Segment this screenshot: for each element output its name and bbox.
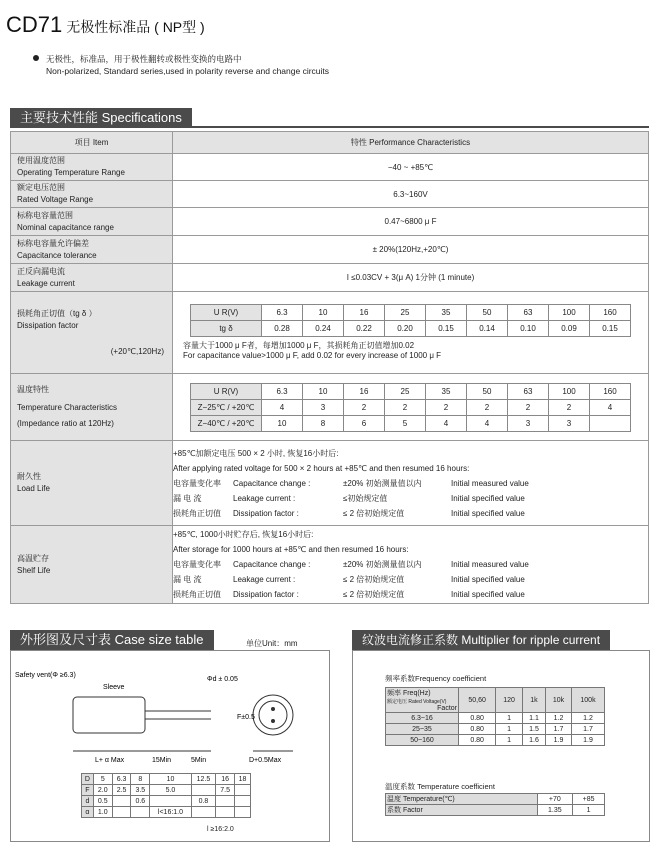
size-cell: 5 bbox=[93, 774, 112, 785]
size-row bbox=[82, 785, 251, 796]
size-cell: 0.8 bbox=[191, 796, 216, 807]
load-life-row bbox=[173, 491, 648, 506]
size-cell bbox=[235, 796, 251, 807]
size-table bbox=[81, 773, 251, 818]
row-label: 使用温度范围 Operating Temperature Range bbox=[11, 154, 173, 181]
load-life-cell: Leakage current : bbox=[233, 493, 296, 503]
freq-cell: 1.6 bbox=[522, 735, 545, 746]
tc-cell bbox=[173, 374, 649, 441]
tc-z25: 2 bbox=[467, 399, 508, 415]
df-tg: 0.28 bbox=[262, 321, 303, 337]
tc-z40 bbox=[590, 415, 631, 431]
vent-label: Safety vent(Φ ≥6.3) bbox=[15, 672, 76, 679]
row-value: ± 20%(120Hz,+20℃) bbox=[173, 236, 649, 264]
shelf-life-cell: ≤ 2 倍初始规定值 bbox=[343, 575, 405, 584]
size-cell: 0.5 bbox=[93, 796, 112, 807]
size-cell bbox=[150, 796, 191, 807]
row-label: 标称电容量范围 Nominal capacitance range bbox=[11, 208, 173, 236]
load-life-row bbox=[173, 476, 648, 491]
tc-z25: 3 bbox=[303, 399, 344, 415]
page-title: CD71 无极性标准品 ( NP型 ) bbox=[6, 12, 205, 37]
shelf-life-row bbox=[173, 572, 648, 587]
temp-title: 温度系数 Temperature coefficient bbox=[385, 782, 495, 791]
row-value: 0.47~6800 μ F bbox=[173, 208, 649, 236]
size-cell bbox=[235, 807, 251, 818]
size-cell bbox=[191, 807, 216, 818]
df-tg: 0.15 bbox=[426, 321, 467, 337]
shelf-life-cell: Initial specified value bbox=[451, 590, 525, 599]
shelf-life-cell: +85℃, 1000小时贮存后, 恢复16小时后: After storage for 1000 hours at +85℃ and then resumed 16 hours: 电容量变化率 Capacitance change : ±20% 初始测量值以内 Initial measured value 漏 电 流 Leakage current : ≤ 2 倍初始规定值 Initial specified value 损耗角正切值 Dissipation factor : ≤ 2 倍初始规定值 Initial specified value bbox=[173, 526, 649, 604]
bullet-icon bbox=[33, 55, 39, 61]
df-voltage: 16 bbox=[344, 305, 385, 321]
df-cell bbox=[173, 292, 649, 374]
freq-cell: 1.1 bbox=[522, 713, 545, 724]
freq-header: 10k bbox=[546, 688, 572, 713]
tc-z40: 6 bbox=[344, 415, 385, 431]
df-voltage: 50 bbox=[467, 305, 508, 321]
size-row bbox=[82, 796, 251, 807]
row-label: 温度特性 Temperature Characteristics (Impedance ratio at 120Hz) bbox=[11, 374, 173, 441]
f-label: F±0.5 bbox=[237, 714, 255, 721]
df-tg: 0.20 bbox=[385, 321, 426, 337]
load-life-cell: 电容量变化率 bbox=[173, 478, 221, 488]
freq-cell: 1 bbox=[496, 735, 523, 746]
size-cell bbox=[216, 796, 235, 807]
spec-table bbox=[10, 131, 649, 604]
tc-z40: 8 bbox=[303, 415, 344, 431]
tc-table: U R(V) 6.3 10 16 25 35 50 63 100 160 Z−25℃ / +20℃ 4 3 2 2 2 2 2 2 4 Z−40℃ / +20℃ 10 8 6 5 4 4 3 3 bbox=[190, 383, 631, 432]
df-tg: 0.10 bbox=[508, 321, 549, 337]
size-cell: 16 bbox=[216, 774, 235, 785]
shelf-life-cell: Initial specified value bbox=[451, 575, 525, 584]
tc-z25: 2 bbox=[508, 399, 549, 415]
spec-section-title: 主要技术性能 Specifications bbox=[10, 108, 192, 128]
freq-cell: 1.9 bbox=[546, 735, 572, 746]
intro-en: Non-polarized, Standard series,used in polarity reverse and change circuits bbox=[46, 66, 330, 76]
freq-cell: 1 bbox=[496, 724, 523, 735]
size-cell: d bbox=[82, 796, 94, 807]
ripple-panel bbox=[352, 650, 650, 842]
load-life-row bbox=[173, 506, 648, 521]
row-label: 额定电压范围 Rated Voltage Range bbox=[11, 181, 173, 208]
size-cell: 3.5 bbox=[131, 785, 150, 796]
df-voltage: 6.3 bbox=[262, 305, 303, 321]
temp-cell: 系数 Factor bbox=[386, 805, 538, 816]
size-cell: 8 bbox=[131, 774, 150, 785]
freq-cell: 0.80 bbox=[459, 713, 496, 724]
load-life-cell: ≤ 2 倍初始规定值 bbox=[343, 508, 405, 518]
length-label: L+ α Max bbox=[95, 757, 125, 764]
tc-voltage: 100 bbox=[549, 383, 590, 399]
tc-z25: 4 bbox=[262, 399, 303, 415]
sleeve-label: Sleeve bbox=[103, 684, 125, 691]
size-cell bbox=[235, 785, 251, 796]
freq-corner: 频率 Freq(Hz) 额定电压 Rated Voltage(V) Factor bbox=[386, 688, 459, 713]
tc-voltage: 50 bbox=[467, 383, 508, 399]
size-cell: 0.6 bbox=[131, 796, 150, 807]
shelf-life-row bbox=[173, 587, 648, 602]
load-life-cell: Initial measured value bbox=[451, 478, 529, 488]
temp-cell: +85 bbox=[573, 794, 605, 805]
size-cell: 2.5 bbox=[112, 785, 131, 796]
df-voltage: 100 bbox=[549, 305, 590, 321]
load-life-cell: Initial specified value bbox=[451, 508, 525, 518]
df-tg: 0.24 bbox=[303, 321, 344, 337]
row-value: I ≤0.03CV + 3(μ A) 1分钟 (1 minute) bbox=[173, 264, 649, 292]
tc-voltage: 35 bbox=[426, 383, 467, 399]
load-life-cell: Capacitance change : bbox=[233, 478, 311, 488]
row-label: 标称电容量允许偏差 Capacitance tolerance bbox=[11, 236, 173, 264]
tc-z40: 4 bbox=[426, 415, 467, 431]
freq-row bbox=[386, 735, 605, 746]
size-section-title: 外形图及尺寸表 Case size table bbox=[10, 630, 214, 650]
freq-cell: 1.7 bbox=[546, 724, 572, 735]
freq-row bbox=[386, 713, 605, 724]
freq-cell: 50~160 bbox=[386, 735, 459, 746]
size-cell bbox=[131, 807, 150, 818]
tc-z25: 4 bbox=[590, 399, 631, 415]
tc-voltage: 63 bbox=[508, 383, 549, 399]
df-tg: 0.15 bbox=[590, 321, 631, 337]
tc-voltage: 6.3 bbox=[262, 383, 303, 399]
lead-dia-label: Φd ± 0.05 bbox=[207, 676, 238, 683]
shelf-life-cell: Leakage current : bbox=[233, 575, 296, 584]
load-life-cell: +85℃加额定电压 500 × 2 小时, 恢复16小时后: After applying rated voltage for 500 × 2 hours at +85℃ and then resumed 16 hours: 电容量变化率 Capacitance change : ±20% 初始测量值以内 Initial measured value 漏 电 流 Leakage current : ≤初始规定值 Initial specified value 损耗角正切值 Dissipation factor : ≤ 2 倍初始规定值 Initial specified value bbox=[173, 441, 649, 526]
freq-header: 100k bbox=[571, 688, 604, 713]
load-life-cell: Initial specified value bbox=[451, 493, 525, 503]
size-panel bbox=[10, 650, 330, 842]
shelf-life-cell: 损耗角正切值 bbox=[173, 590, 221, 599]
row-value: −40 ~ +85℃ bbox=[173, 154, 649, 181]
size-cell: D bbox=[82, 774, 94, 785]
row-value: 6.3~160V bbox=[173, 181, 649, 208]
size-cell: α bbox=[82, 807, 94, 818]
row-label: 正反向漏电流 Leakage current bbox=[11, 264, 173, 292]
shelf-life-cell: 电容量变化率 bbox=[173, 560, 221, 569]
size-cell bbox=[191, 785, 216, 796]
df-note-cn: 容量大于1000 μ F者，每增加1000 μ F，其损耗角正切值增加0.02 bbox=[183, 341, 415, 350]
tc-voltage: 10 bbox=[303, 383, 344, 399]
tc-z25: 2 bbox=[549, 399, 590, 415]
load-life-cell: Dissipation factor : bbox=[233, 508, 299, 518]
df-tg: 0.14 bbox=[467, 321, 508, 337]
temp-table bbox=[385, 793, 605, 816]
freq-cell: 1.7 bbox=[571, 724, 604, 735]
size-cell: 10 bbox=[150, 774, 191, 785]
row-label: 高温贮存 Shelf Life bbox=[11, 526, 173, 604]
tc-voltage: 25 bbox=[385, 383, 426, 399]
temp-cell: +70 bbox=[537, 794, 573, 805]
alpha-note: l ≥16:2.0 bbox=[207, 826, 234, 833]
freq-header: 1k bbox=[522, 688, 545, 713]
freq-cell: 25~35 bbox=[386, 724, 459, 735]
temp-cell: 1.35 bbox=[537, 805, 573, 816]
temp-row bbox=[386, 805, 605, 816]
shelf-life-cell: Capacitance change : bbox=[233, 560, 311, 569]
lead-dot bbox=[271, 707, 275, 711]
tc-z40: 5 bbox=[385, 415, 426, 431]
freq-cell: 0.80 bbox=[459, 735, 496, 746]
freq-cell: 6.3~16 bbox=[386, 713, 459, 724]
size-cell bbox=[112, 807, 131, 818]
df-voltage: 35 bbox=[426, 305, 467, 321]
row-label: 损耗角正切值（tg δ ） Dissipation factor (+20℃,120Hz) bbox=[11, 292, 173, 374]
col-performance: 特性 Performance Characteristics bbox=[173, 132, 649, 154]
df-note-en: For capacitance value>1000 μ F, add 0.02 for every increase of 1000 μ F bbox=[183, 351, 442, 360]
tc-z40: 3 bbox=[508, 415, 549, 431]
col-item: 项目 Item bbox=[11, 132, 173, 154]
temp-cell: 温度 Temperature(℃) bbox=[386, 794, 538, 805]
tc-z25: 2 bbox=[344, 399, 385, 415]
tc-z40: 3 bbox=[549, 415, 590, 431]
size-cell bbox=[216, 807, 235, 818]
load-life-cell: ≤初始规定值 bbox=[343, 493, 388, 503]
tc-z40: 4 bbox=[467, 415, 508, 431]
shelf-life-cell: Initial measured value bbox=[451, 560, 529, 569]
unit-label: 单位Unit：mm bbox=[246, 639, 298, 648]
size-cell bbox=[112, 796, 131, 807]
shelf-life-cell: 漏 电 流 bbox=[173, 575, 202, 584]
freq-header: 120 bbox=[496, 688, 523, 713]
capacitor-body bbox=[73, 697, 145, 733]
tc-voltage: 160 bbox=[590, 383, 631, 399]
size-cell: 18 bbox=[235, 774, 251, 785]
size-cell: 5.0 bbox=[150, 785, 191, 796]
size-cell: 1.0 bbox=[93, 807, 112, 818]
freq-title: 频率系数Frequency coefficient bbox=[385, 674, 487, 683]
shelf-life-cell: ≤ 2 倍初始规定值 bbox=[343, 590, 405, 599]
size-cell: 7.5 bbox=[216, 785, 235, 796]
dia-label: D+0.5Max bbox=[249, 757, 282, 764]
freq-table bbox=[385, 687, 605, 746]
df-voltage: 160 bbox=[590, 305, 631, 321]
freq-header: 50,60 bbox=[459, 688, 496, 713]
freq-cell: 1.2 bbox=[546, 713, 572, 724]
tc-z40: 10 bbox=[262, 415, 303, 431]
inner-ring bbox=[259, 701, 287, 729]
df-voltage: 25 bbox=[385, 305, 426, 321]
freq-cell: 1 bbox=[496, 713, 523, 724]
size-cell: 6.3 bbox=[112, 774, 131, 785]
load-life-cell: 损耗角正切值 bbox=[173, 508, 221, 518]
capacitor-drawing bbox=[11, 659, 329, 769]
df-voltage: 10 bbox=[303, 305, 344, 321]
temp-row bbox=[386, 794, 605, 805]
df-table: U R(V) 6.3 10 16 25 35 50 63 100 160 tg δ 0.28 0.24 0.22 0.20 0.15 0.14 0.10 0.09 0.15 bbox=[190, 304, 631, 337]
intro-cn: 无极性，标准品，用于极性翻转或极性变换的电路中 bbox=[46, 54, 242, 64]
freq-cell: 1.2 bbox=[571, 713, 604, 724]
freq-cell: 0.80 bbox=[459, 724, 496, 735]
min15-label: 15Min bbox=[152, 757, 172, 764]
row-label: 耐久性 Load Life bbox=[11, 441, 173, 526]
shelf-life-row bbox=[173, 557, 648, 572]
size-row bbox=[82, 807, 251, 818]
tc-z25: 2 bbox=[426, 399, 467, 415]
min5-label: 5Min bbox=[191, 757, 207, 764]
temp-cell: 1 bbox=[573, 805, 605, 816]
shelf-life-cell: Dissipation factor : bbox=[233, 590, 299, 599]
df-voltage: 63 bbox=[508, 305, 549, 321]
shelf-life-cell: ±20% 初始测量值以内 bbox=[343, 560, 422, 569]
ripple-section-title: 纹波电流修正系数 Multiplier for ripple current bbox=[352, 630, 610, 650]
tc-voltage: 16 bbox=[344, 383, 385, 399]
load-life-cell: ±20% 初始测量值以内 bbox=[343, 478, 422, 488]
freq-cell: 1.9 bbox=[571, 735, 604, 746]
tc-z25: 2 bbox=[385, 399, 426, 415]
freq-row bbox=[386, 724, 605, 735]
df-tg: 0.09 bbox=[549, 321, 590, 337]
size-cell: l<16:1.0 bbox=[150, 807, 191, 818]
load-life-cell: 漏 电 流 bbox=[173, 493, 202, 503]
df-tg: 0.22 bbox=[344, 321, 385, 337]
size-row bbox=[82, 774, 251, 785]
size-cell: F bbox=[82, 785, 94, 796]
lead-dot bbox=[271, 719, 275, 723]
size-cell: 2.0 bbox=[93, 785, 112, 796]
size-cell: 12.5 bbox=[191, 774, 216, 785]
freq-cell: 1.5 bbox=[522, 724, 545, 735]
divider bbox=[10, 126, 649, 128]
